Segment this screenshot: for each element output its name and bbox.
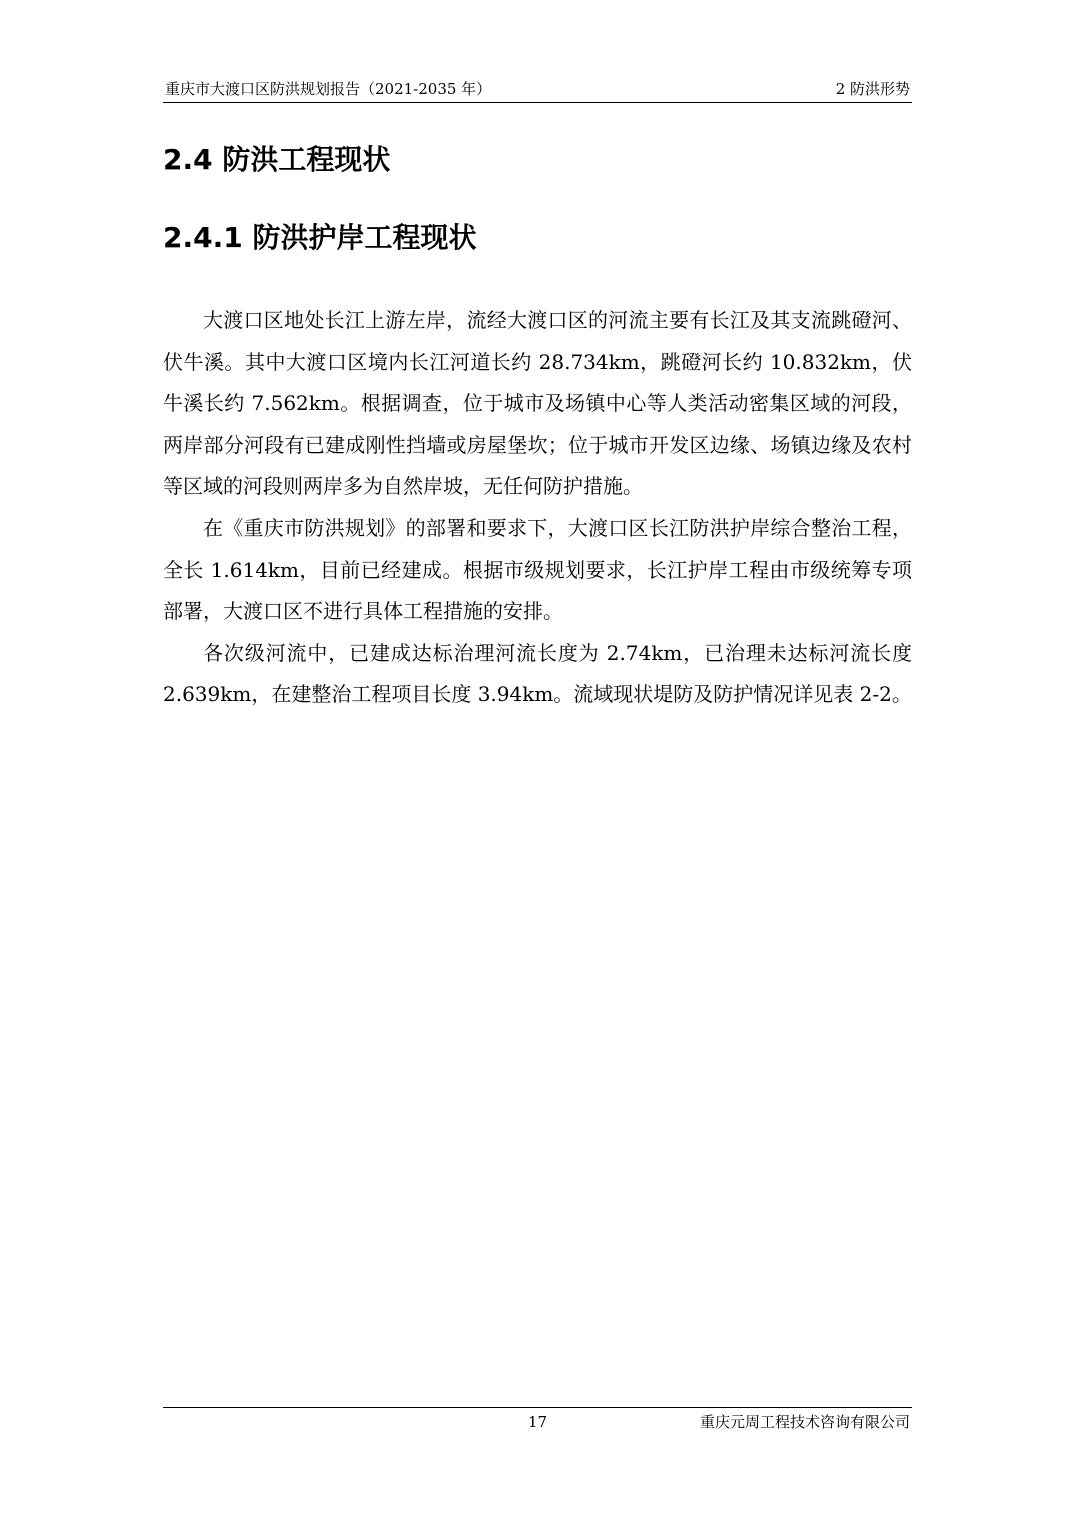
page-header — [163, 76, 912, 103]
page-number: 17 — [528, 1413, 548, 1431]
paragraph: 在《重庆市防洪规划》的部署和要求下，大渡口区长江防洪护岸综合整治工程，全长 1.614km，目前已经建成。根据市级规划要求，长江护岸工程由市级统筹专项部署，大渡口区不进行具体工程措施的安排。 — [163, 515, 912, 624]
paragraph: 各次级河流中，已建成达标治理河流长度为 2.74km，已治理未达标河流长度 2.639km，在建整治工程项目长度 3.94km。流域现状堤防及防护情况详见表 2-2。 — [163, 640, 912, 707]
header-chapter-title: 2 防洪形势 — [835, 80, 910, 98]
subsection-heading: 2.4.1 防洪护岸工程现状 — [163, 221, 477, 254]
paragraph: 大渡口区地处长江上游左岸，流经大渡口区的河流主要有长江及其支流跳磴河、伏牛溪。其中大渡口区境内长江河道长约 28.734km，跳磴河长约 10.832km，伏牛溪长约 7.562km。根据调查，位于城市及场镇中心等人类活动密集区域的河段，两岸部分河段有已建成刚性挡墙或房屋堡坎；位于城市开发区边缘、场镇边缘及农村等区域的河段则两岸多为自然岸坡，无任何防护措施。 — [163, 308, 912, 499]
body-text — [163, 300, 912, 716]
section-heading: 2.4 防洪工程现状 — [163, 143, 391, 176]
header-document-title: 重庆市大渡口区防洪规划报告（2021-2035 年） — [165, 80, 492, 98]
page-footer — [163, 1407, 912, 1431]
footer-company-name: 重庆元周工程技术咨询有限公司 — [699, 1413, 910, 1431]
